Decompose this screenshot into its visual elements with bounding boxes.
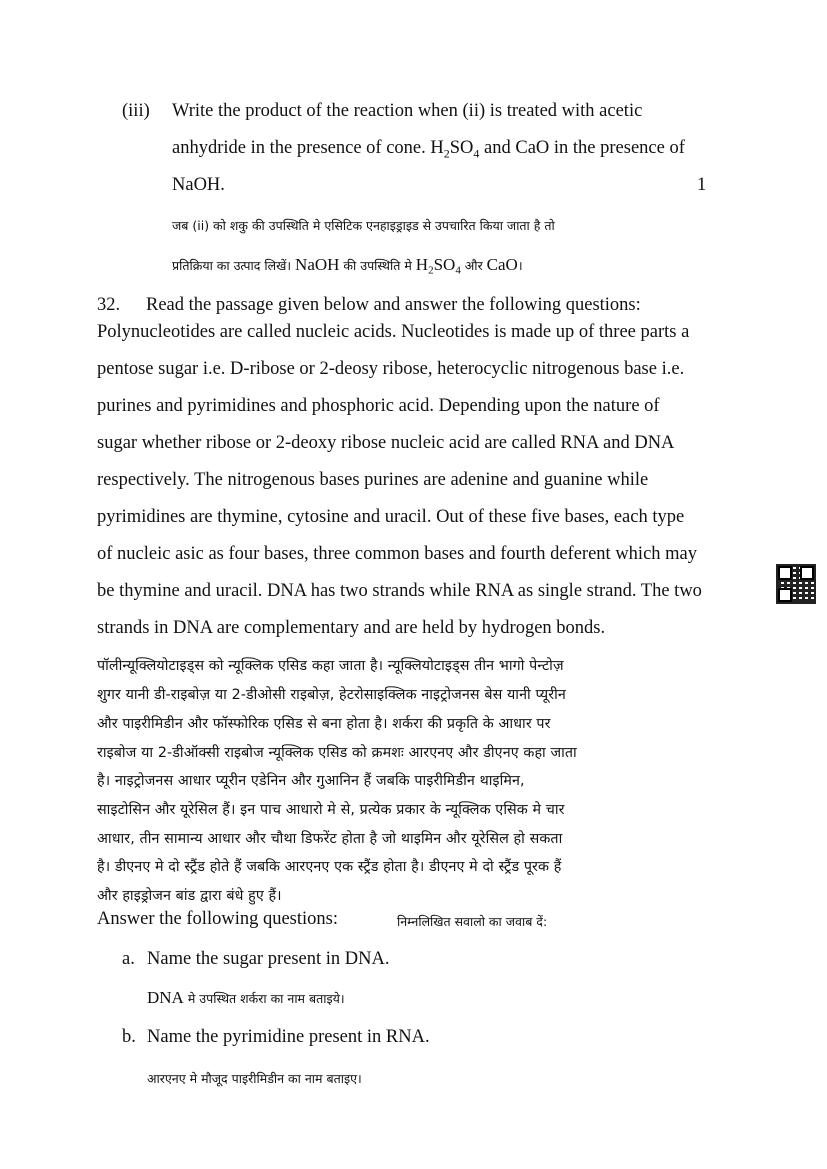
subscript: 2	[443, 146, 450, 161]
question-text-line: Write the product of the reaction when (ii) is treated with acetic	[172, 101, 643, 121]
sub-question-hindi: आरएनए मे मौजूद पाइरीमिडीन का नाम बताइए।	[147, 1071, 362, 1086]
hindi-passage-line: है। नाइट्रोजनस आधार प्यूरीन एडेनिन और गुआनिन हैं जबकि पाइरीमिडीन थाइमिन,	[97, 773, 525, 789]
text-segment: ।	[517, 258, 523, 273]
subscript: 2	[428, 264, 434, 277]
text-segment: की उपस्थिति मे	[339, 258, 416, 273]
question-intro: Read the passage given below and answer the following questions:	[146, 295, 641, 315]
hindi-passage-line: है। डीएनए मे दो स्ट्रैंड होते हैं जबकि आरएनए एक स्ट्रैंड होता है। डीएनए मे दो स्ट्रैंड पूरक हैं	[97, 859, 562, 875]
marks: 1	[697, 175, 707, 195]
passage-line: purines and pyrimidines and phosphoric acid. Depending upon the nature of	[97, 396, 660, 416]
question-text-line	[172, 138, 685, 162]
text-segment: CaO	[486, 255, 518, 274]
text-segment: anhydride in the presence of cone. H	[172, 138, 444, 158]
text-segment: NaOH	[295, 255, 340, 274]
sub-question-label: b.	[122, 1027, 136, 1047]
text-segment: प्रतिक्रिया का उत्पाद लिखें।	[172, 258, 292, 273]
hindi-passage-line: और पाइरीमिडीन और फॉस्फोरिक एसिड से बना होता है। शर्करा की प्रकृति के आधार पर	[97, 716, 551, 732]
hindi-translation-line	[172, 255, 523, 277]
hindi-passage-line: शुगर यानी डी-राइबोज़ या 2-डीओसी राइबोज़, हेटरोसाइक्लिक नाइट्रोजनस बेस यानी प्यूरीन	[97, 687, 566, 703]
sub-question-text: Name the sugar present in DNA.	[147, 949, 390, 969]
question-number: 32.	[97, 295, 121, 315]
answer-prompt-hindi: निम्नलिखित सवालो का जवाब दें:	[397, 914, 548, 929]
sub-question-hindi	[147, 988, 345, 1008]
hindi-passage-line: राइबोज या 2-डीऑक्सी राइबोज न्यूक्लिक एसिड को क्रमशः आरएनए और डीएनए कहा जाता	[97, 745, 577, 761]
text-segment: मे उपस्थित शर्करा का नाम बताइये।	[183, 991, 345, 1006]
text-segment: और	[460, 258, 487, 273]
text-segment: DNA	[147, 988, 184, 1007]
qr-finder	[778, 566, 792, 580]
answer-prompt: Answer the following questions:	[97, 909, 338, 929]
passage-line: Polynucleotides are called nucleic acids. Nucleotides is made up of three parts a	[97, 322, 690, 342]
passage-line: strands in DNA are complementary and are held by hydrogen bonds.	[97, 618, 606, 638]
passage-line: pentose sugar i.e. D-ribose or 2-deosy ribose, heterocyclic nitrogenous base i.e.	[97, 359, 685, 379]
part-label: (iii)	[122, 101, 150, 121]
text-segment: SO	[433, 255, 456, 274]
hindi-translation-line: जब (ii) को शकु की उपस्थिति मे एसिटिक एनहाइड्राइड से उपचारित किया जाता है तो	[172, 218, 555, 233]
hindi-passage-line: और हाइड्रोजन बांड द्वारा बंधे हुए हैं।	[97, 888, 282, 904]
qr-finder	[778, 588, 792, 602]
hindi-passage-line: आधार, तीन सामान्य आधार और चौथा डिफरेंट होता है जो थाइमिन और यूरेसिल हो सकता	[97, 831, 563, 847]
hindi-passage-line: पॉलीन्यूक्लियोटाइड्स को न्यूक्लिक एसिड कहा जाता है। न्यूक्लियोटाइड्स तीन भागो पेन्टोज़	[97, 658, 564, 674]
passage-line: sugar whether ribose or 2-deoxy ribose nucleic acid are called RNA and DNA	[97, 433, 675, 453]
passage-line: respectively. The nitrogenous bases purines are adenine and guanine while	[97, 470, 649, 490]
text-segment: SO	[449, 138, 474, 158]
text-segment: and CaO in the presence of	[479, 138, 685, 158]
sub-question-text: Name the pyrimidine present in RNA.	[147, 1027, 430, 1047]
qr-finder	[800, 566, 814, 580]
sub-question-label: a.	[122, 949, 135, 969]
subscript: 4	[455, 264, 461, 277]
question-text-line: NaOH.	[172, 175, 225, 195]
passage-line: pyrimidines are thymine, cytosine and uracil. Out of these five bases, each type	[97, 507, 685, 527]
passage-line: of nucleic asic as four bases, three common bases and fourth deferent which may	[97, 544, 698, 564]
qr-code-icon	[776, 564, 816, 604]
text-segment: H	[415, 255, 429, 274]
subscript: 4	[473, 146, 480, 161]
passage-line: be thymine and uracil. DNA has two strands while RNA as single strand. The two	[97, 581, 702, 601]
hindi-passage-line: साइटोसिन और यूरेसिल हैं। इन पाच आधारो मे से, प्रत्येक प्रकार के न्यूक्लिक एसिक मे चार	[97, 802, 565, 818]
